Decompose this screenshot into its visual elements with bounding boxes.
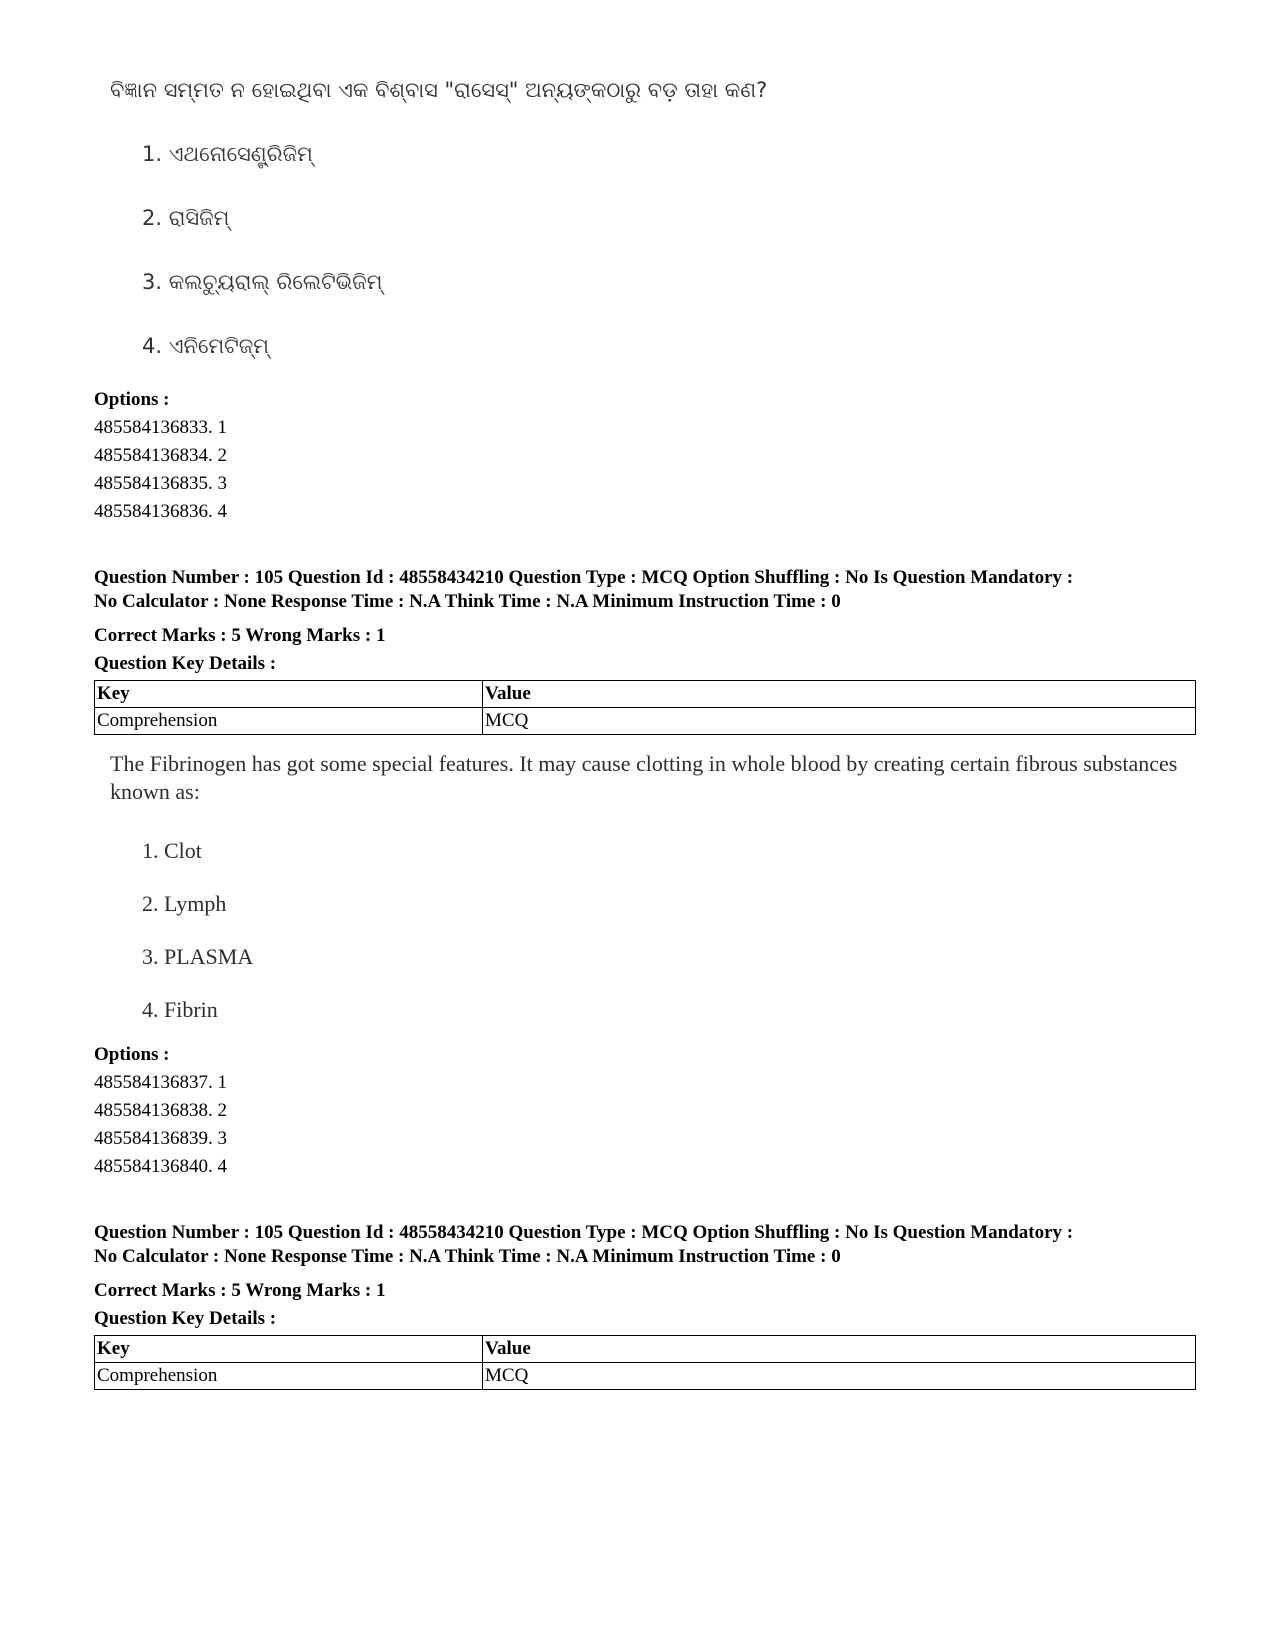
table-cell: Comprehension (95, 1363, 483, 1390)
option-id: 485584136839. 3 (94, 1128, 227, 1149)
key-details-table (94, 680, 1196, 735)
question-meta (94, 1221, 1204, 1269)
question-text: ବିଜ୍ଞାନ ସମ୍ମତ ନ ହୋଇଥିବା ଏକ ବିଶ୍ବାସ "ରାସେସ୍" ଅନ୍ୟଙ୍କଠାରୁ ବଡ଼ ତାହା କଣ? (110, 78, 768, 102)
question-image-english (110, 750, 1200, 1020)
question-meta (94, 566, 1204, 614)
option-id: 485584136840. 4 (94, 1156, 227, 1177)
option-id: 485584136837. 1 (94, 1072, 227, 1093)
table-header-key: Key (95, 681, 483, 708)
question-choice: 1. ଏଥନୋସେଣ୍ଟ୍ରିଜିମ୍ (142, 142, 313, 166)
marks-line: Correct Marks : 5 Wrong Marks : 1 (94, 1280, 386, 1301)
option-id: 485584136834. 2 (94, 445, 227, 466)
question-choice: 2. Lymph (142, 891, 227, 916)
question-image-odia (110, 76, 1010, 366)
question-choice: 2. ରାସିଜିମ୍ (142, 206, 230, 230)
table-row (95, 1363, 1196, 1390)
question-meta-line: Question Number : 105 Question Id : 48558434210 Question Type : MCQ Option Shuffling : No Is Question Mandatory : (94, 567, 1074, 588)
option-id: 485584136835. 3 (94, 473, 227, 494)
question-meta-line: No Calculator : None Response Time : N.A Think Time : N.A Minimum Instruction Time : 0 (94, 591, 841, 612)
table-header-value: Value (483, 681, 1196, 708)
key-details-heading: Question Key Details : (94, 653, 277, 674)
option-id: 485584136833. 1 (94, 417, 227, 438)
key-details-table (94, 1335, 1196, 1390)
table-row (95, 708, 1196, 735)
options-heading: Options : (94, 1044, 170, 1065)
question-choice: 4. Fibrin (142, 997, 218, 1022)
key-details-heading: Question Key Details : (94, 1308, 277, 1329)
question-choice: 4. ଏନିମେଟିଜ୍ମ୍ (142, 334, 269, 358)
question-choice: 3. କଲଚ୍ୟୁରାଲ୍ ରିଲେଟିଭିଜିମ୍ (142, 270, 383, 294)
table-header-value: Value (483, 1336, 1196, 1363)
question-meta-line: No Calculator : None Response Time : N.A Think Time : N.A Minimum Instruction Time : 0 (94, 1246, 841, 1267)
table-header-row (95, 681, 1196, 708)
table-cell: MCQ (483, 1363, 1196, 1390)
question-choice: 1. Clot (142, 838, 202, 863)
table-header-row (95, 1336, 1196, 1363)
options-heading: Options : (94, 389, 170, 410)
marks-line: Correct Marks : 5 Wrong Marks : 1 (94, 625, 386, 646)
table-cell: MCQ (483, 708, 1196, 735)
question-text: The Fibrinogen has got some special features. It may cause clotting in whole blood by creating certain fibrous substances known as: (110, 751, 1178, 804)
question-meta-line: Question Number : 105 Question Id : 48558434210 Question Type : MCQ Option Shuffling : No Is Question Mandatory : (94, 1222, 1074, 1243)
table-header-key: Key (95, 1336, 483, 1363)
table-cell: Comprehension (95, 708, 483, 735)
question-choice: 3. PLASMA (142, 944, 254, 969)
option-id: 485584136836. 4 (94, 501, 227, 522)
option-id: 485584136838. 2 (94, 1100, 227, 1121)
